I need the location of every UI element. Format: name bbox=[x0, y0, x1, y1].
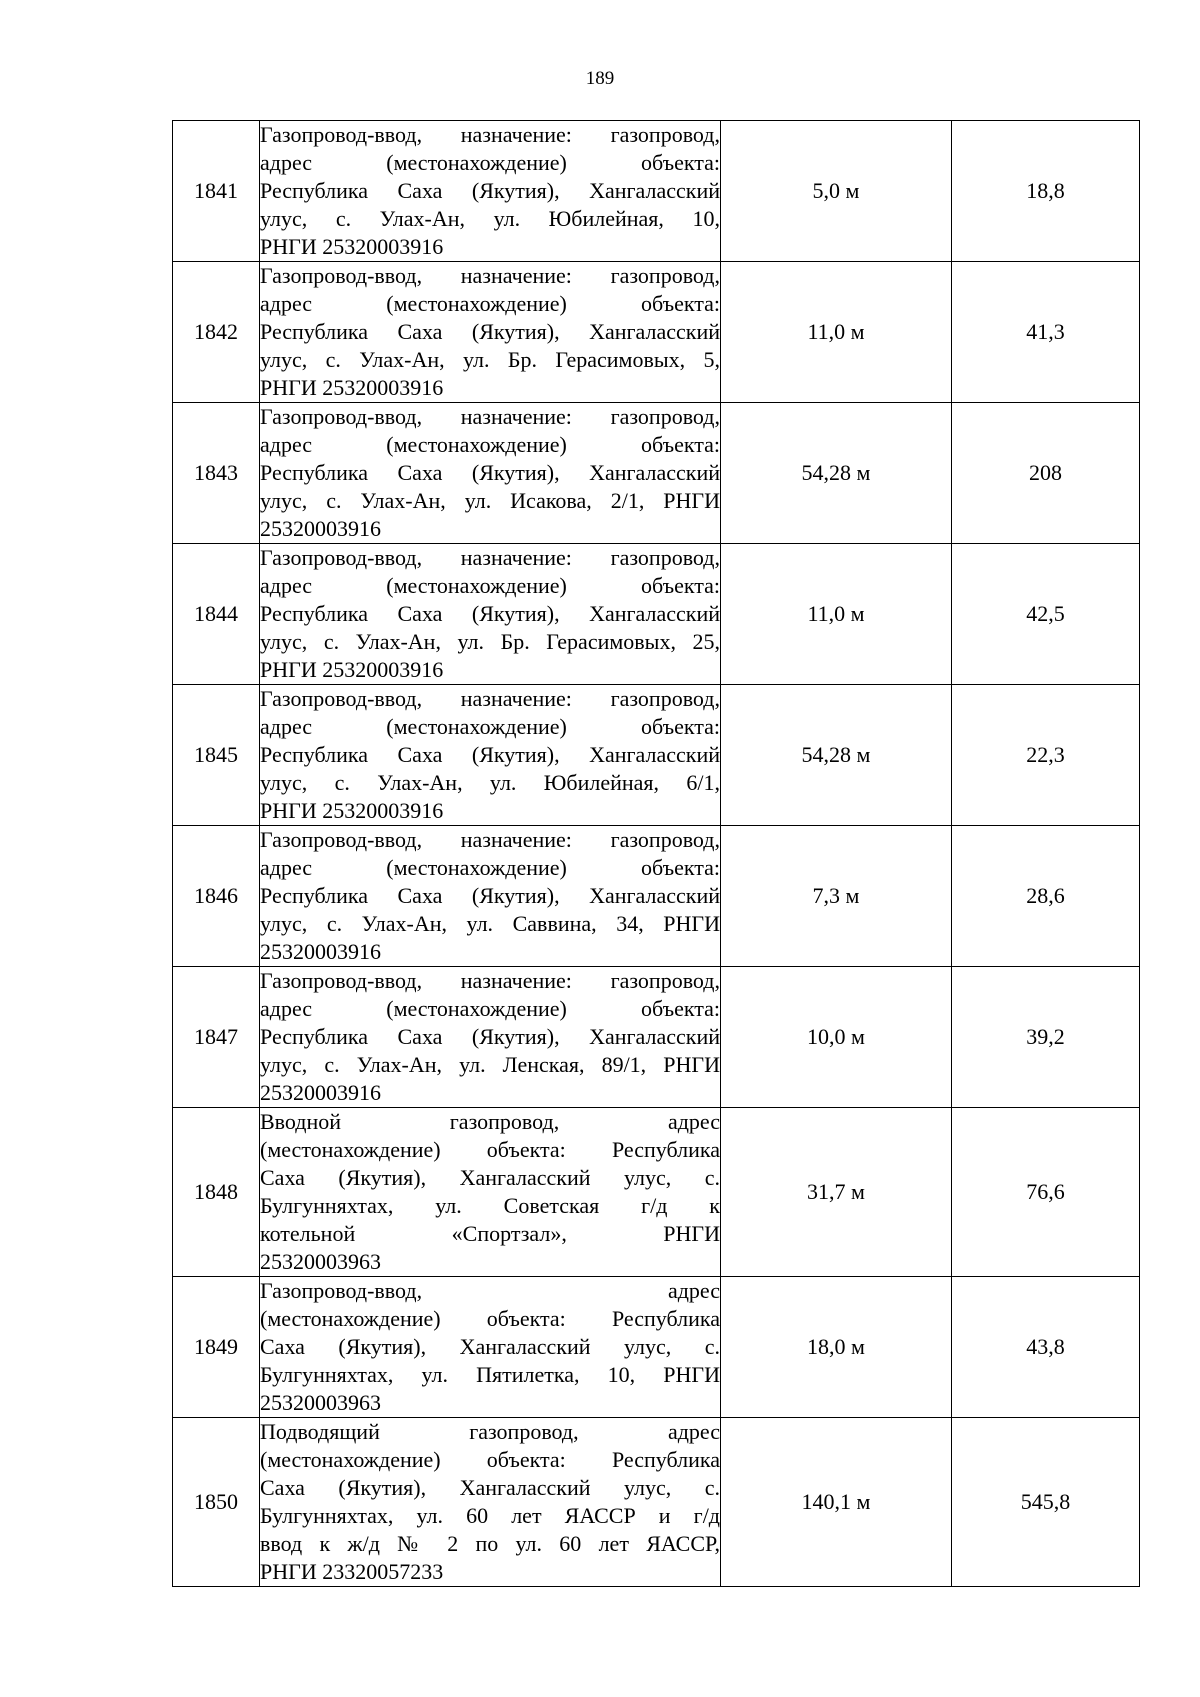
table-row bbox=[173, 544, 1140, 685]
description-line: Подводящий газопровод, адрес bbox=[260, 1419, 720, 1444]
row-number-cell: 1841 bbox=[173, 121, 260, 262]
object-description-cell bbox=[260, 121, 721, 262]
description-line: улус, с. Улах-Ан, ул. Юбилейная, 10, bbox=[260, 206, 720, 231]
description-line: Вводной газопровод, адрес bbox=[260, 1109, 720, 1134]
description-line: адрес (местонахождение) объекта: bbox=[260, 432, 720, 457]
length-cell: 54,28 м bbox=[721, 403, 952, 544]
length-cell: 11,0 м bbox=[721, 262, 952, 403]
object-description-cell bbox=[260, 685, 721, 826]
length-cell: 140,1 м bbox=[721, 1418, 952, 1587]
object-description-cell bbox=[260, 544, 721, 685]
description-line: 25320003916 bbox=[260, 939, 381, 964]
description-line: Республика Саха (Якутия), Хангаласский bbox=[260, 883, 720, 908]
table-row bbox=[173, 1418, 1140, 1587]
value-cell: 28,6 bbox=[952, 826, 1140, 967]
description-line: (местонахождение) объекта: Республика bbox=[260, 1137, 720, 1162]
description-line: РНГИ 23320057233 bbox=[260, 1559, 444, 1584]
description-line: РНГИ 25320003916 bbox=[260, 375, 444, 400]
value-cell: 43,8 bbox=[952, 1277, 1140, 1418]
length-cell: 54,28 м bbox=[721, 685, 952, 826]
object-description-cell bbox=[260, 403, 721, 544]
table-row bbox=[173, 262, 1140, 403]
description-line: адрес (местонахождение) объекта: bbox=[260, 996, 720, 1021]
description-line: адрес (местонахождение) объекта: bbox=[260, 855, 720, 880]
description-line: 25320003963 bbox=[260, 1390, 381, 1415]
description-line: Газопровод-ввод, назначение: газопровод, bbox=[260, 827, 720, 852]
description-line: Саха (Якутия), Хангаласский улус, с. bbox=[260, 1334, 720, 1359]
description-line: РНГИ 25320003916 bbox=[260, 234, 444, 259]
table-row bbox=[173, 685, 1140, 826]
value-cell: 41,3 bbox=[952, 262, 1140, 403]
row-number-cell: 1849 bbox=[173, 1277, 260, 1418]
description-line: 25320003963 bbox=[260, 1249, 381, 1274]
description-line: 25320003916 bbox=[260, 516, 381, 541]
value-cell: 22,3 bbox=[952, 685, 1140, 826]
description-line: Республика Саха (Якутия), Хангаласский bbox=[260, 178, 720, 203]
table-row bbox=[173, 403, 1140, 544]
object-description-cell bbox=[260, 1277, 721, 1418]
value-cell: 208 bbox=[952, 403, 1140, 544]
object-description-cell bbox=[260, 1418, 721, 1587]
length-cell: 10,0 м bbox=[721, 967, 952, 1108]
length-cell: 5,0 м bbox=[721, 121, 952, 262]
page-number: 189 bbox=[585, 68, 615, 89]
value-cell: 76,6 bbox=[952, 1108, 1140, 1277]
table-row bbox=[173, 826, 1140, 967]
description-line: котельной «Спортзал», РНГИ bbox=[260, 1221, 720, 1246]
description-line: Газопровод-ввод, назначение: газопровод, bbox=[260, 122, 720, 147]
description-line: Республика Саха (Якутия), Хангаласский bbox=[260, 742, 720, 767]
object-description-cell bbox=[260, 826, 721, 967]
row-number-cell: 1847 bbox=[173, 967, 260, 1108]
description-line: адрес (местонахождение) объекта: bbox=[260, 291, 720, 316]
table-row bbox=[173, 121, 1140, 262]
description-line: Газопровод-ввод, назначение: газопровод, bbox=[260, 545, 720, 570]
table-row bbox=[173, 967, 1140, 1108]
description-line: улус, с. Улах-Ан, ул. Саввина, 34, РНГИ bbox=[260, 911, 720, 936]
row-number-cell: 1850 bbox=[173, 1418, 260, 1587]
description-line: ввод к ж/д № 2 по ул. 60 лет ЯАССР, bbox=[260, 1531, 720, 1556]
row-number-cell: 1846 bbox=[173, 826, 260, 967]
description-line: улус, с. Улах-Ан, ул. Бр. Герасимовых, 25, bbox=[260, 629, 720, 654]
description-line: Республика Саха (Якутия), Хангаласский bbox=[260, 319, 720, 344]
description-line: улус, с. Улах-Ан, ул. Юбилейная, 6/1, bbox=[260, 770, 720, 795]
description-line: РНГИ 25320003916 bbox=[260, 657, 444, 682]
description-line: Республика Саха (Якутия), Хангаласский bbox=[260, 1024, 720, 1049]
length-cell: 31,7 м bbox=[721, 1108, 952, 1277]
length-cell: 11,0 м bbox=[721, 544, 952, 685]
description-line: Булгунняхтах, ул. Пятилетка, 10, РНГИ bbox=[260, 1362, 720, 1387]
row-number-cell: 1843 bbox=[173, 403, 260, 544]
row-number-cell: 1842 bbox=[173, 262, 260, 403]
value-cell: 39,2 bbox=[952, 967, 1140, 1108]
description-line: 25320003916 bbox=[260, 1080, 381, 1105]
description-line: Булгунняхтах, ул. Советская г/д к bbox=[260, 1193, 720, 1218]
registry-table bbox=[172, 120, 1140, 1587]
table-row bbox=[173, 1277, 1140, 1418]
description-line: Газопровод-ввод, адрес bbox=[260, 1278, 720, 1303]
row-number-cell: 1848 bbox=[173, 1108, 260, 1277]
description-line: Газопровод-ввод, назначение: газопровод, bbox=[260, 263, 720, 288]
description-line: адрес (местонахождение) объекта: bbox=[260, 714, 720, 739]
description-line: адрес (местонахождение) объекта: bbox=[260, 150, 720, 175]
description-line: Булгунняхтах, ул. 60 лет ЯАССР и г/д bbox=[260, 1503, 720, 1528]
description-line: Газопровод-ввод, назначение: газопровод, bbox=[260, 968, 720, 993]
description-line: РНГИ 25320003916 bbox=[260, 798, 444, 823]
description-line: (местонахождение) объекта: Республика bbox=[260, 1306, 720, 1331]
description-line: улус, с. Улах-Ан, ул. Ленская, 89/1, РНГИ bbox=[260, 1052, 720, 1077]
description-line: Республика Саха (Якутия), Хангаласский bbox=[260, 460, 720, 485]
description-line: Саха (Якутия), Хангаласский улус, с. bbox=[260, 1165, 720, 1190]
description-line: Газопровод-ввод, назначение: газопровод, bbox=[260, 404, 720, 429]
length-cell: 18,0 м bbox=[721, 1277, 952, 1418]
description-line: (местонахождение) объекта: Республика bbox=[260, 1447, 720, 1472]
length-cell: 7,3 м bbox=[721, 826, 952, 967]
object-description-cell bbox=[260, 967, 721, 1108]
description-line: Саха (Якутия), Хангаласский улус, с. bbox=[260, 1475, 720, 1500]
value-cell: 42,5 bbox=[952, 544, 1140, 685]
description-line: адрес (местонахождение) объекта: bbox=[260, 573, 720, 598]
description-line: улус, с. Улах-Ан, ул. Бр. Герасимовых, 5, bbox=[260, 347, 720, 372]
description-line: Газопровод-ввод, назначение: газопровод, bbox=[260, 686, 720, 711]
value-cell: 18,8 bbox=[952, 121, 1140, 262]
row-number-cell: 1845 bbox=[173, 685, 260, 826]
registry-table-body bbox=[173, 121, 1140, 1587]
description-line: Республика Саха (Якутия), Хангаласский bbox=[260, 601, 720, 626]
object-description-cell bbox=[260, 262, 721, 403]
table-row bbox=[173, 1108, 1140, 1277]
row-number-cell: 1844 bbox=[173, 544, 260, 685]
value-cell: 545,8 bbox=[952, 1418, 1140, 1587]
object-description-cell bbox=[260, 1108, 721, 1277]
description-line: улус, с. Улах-Ан, ул. Исакова, 2/1, РНГИ bbox=[260, 488, 720, 513]
